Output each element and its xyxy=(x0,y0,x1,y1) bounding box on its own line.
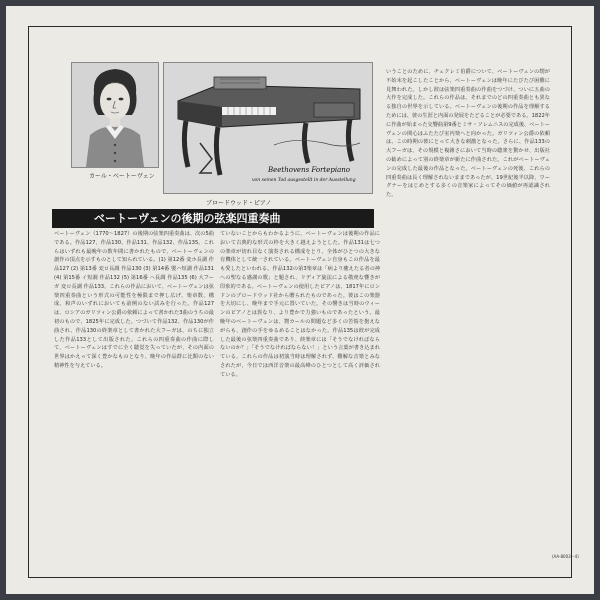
body-column-middle: ていないことからもわかるように、ベートーヴェンは後期の作品において古典的な形式の枠を大きく越えようとした。作品131は七つの楽章が切れ目なく演奏される構成をとり、全体がひとつの大きな有機体として統一されている。ベートーヴェン自身もこの作品を最も愛したといわれる。作品132の第3楽章は「病より癒えたる者の神への聖なる感謝の歌」と題され、リディア旋法による敬虔な響きが印象的である。ベートーヴェンの使用したピアノは、1817年にロンドンのブロードウッド社から贈られたものであった。彼はこの楽器を大切にし、晩年まで手元に置いていた。その響きは当時のウィーンのピアノとは異なり、より豊かで力強いものであったという。最晩年のベートーヴェンは、甥カールの問題など多くの苦悩を抱えながらも、創作の手をゆるめることはなかった。作品135は彼が完成した最後の弦楽四重奏曲であり、終楽章には「そうでなければならないのか？」「そうでなければならない！」という言葉が書き込まれている。これらの作品は初演当時は理解されず、難解な音楽とみなされたが、今日では西洋音楽の最高峰のひとつとして高く評価されている。 xyxy=(220,231,380,378)
body-column-right: いうことのために、チェクレミ伯爵について、ベートーヴェンの甥が不始末を起こしたことから、ベートーヴェンは晩年にたびたび困難に見舞われた。しかし彼は弦楽四重奏曲の作曲をつづけ、ついに五曲の大作を完成した。これらの作品は、それまでのどの四重奏曲とも異なる独自の世界を示している。ベートーヴェンの後期の作品を理解するためには、彼の生涯と内面の発展をたどることが必要である。1822年に作曲が始まった交響曲第9番とミサ・ソレムニスの完成後、ベートーヴェンの関心はふたたび室内楽へと向かった。ガリツィン公爵の依頼は、この時期の彼にとって大きな刺激となった。さらに、作品133の大フーガは、その規模と複雑さにおいて当時の聴衆を驚かせ、出版社の勧めによって別の終楽章が新たに作曲された。これがベートーヴェンの完成した最後の作品となった。ベートーヴェンの死後、これらの四重奏曲は長く理解されないままであったが、19世紀後半以降、ワーグナーをはじめとする多くの音楽家によってその価値が再認識された。 xyxy=(386,69,550,199)
signature-line-2: von seinen Tod ausgestellt in der Ausstellung xyxy=(252,178,356,183)
portrait-photo xyxy=(71,62,159,168)
catalog-number: (AA-8003〜4) xyxy=(552,554,579,559)
piano-caption: ブロードウッド・ピアノ xyxy=(206,200,272,207)
signature-line-1: Beethovens Fortepiano xyxy=(268,166,350,174)
body-column-left: ベートーヴェン（1770〜1827）の後期の弦楽四重奏曲は、次の5曲である。作品127、作品130、作品131、作品132、作品135。これらはいずれも最晩年の数年間に書かれたもので、ベートーヴェンの創作の頂点を示すものとして知られている。(1) 第12番 変ホ長調 作品127 (2) 第13番 変ロ長調 作品130 (3) 第14番 嬰ハ短調 作品131 (4) 第15番 イ短調 作品132 (5) 第16番 ヘ長調 作品135 (6) 大フーガ 変ロ長調 作品133。これらの作品において、ベートーヴェンは弦楽四重奏曲という形式の可能性を極限まで押し広げ、楽章数、構成、和声のいずれにおいても前例のない試みを行った。作品127は、ロシアのガリツィン公爵の依頼によって書かれた3曲のうちの最初のもので、1825年に完成した。つづいて作品132、作品130が作曲され、作品130の終楽章として書かれた大フーガは、のちに独立した作品133として出版された。これらの四重奏曲の作曲に際して、ベートーヴェンはすでに全く聴覚を失っていたが、その内面の世界はかえって深く豊かなものとなり、晩年の作品群に比類のない精神性を与えている。 xyxy=(54,231,214,369)
portrait-caption: カール・ベートーヴェン xyxy=(89,173,155,180)
record-sleeve xyxy=(6,6,594,594)
portrait-illustration xyxy=(72,63,158,167)
article-heading: ベートーヴェンの後期の弦楽四重奏曲 xyxy=(52,209,374,228)
piano-photo xyxy=(163,62,373,194)
